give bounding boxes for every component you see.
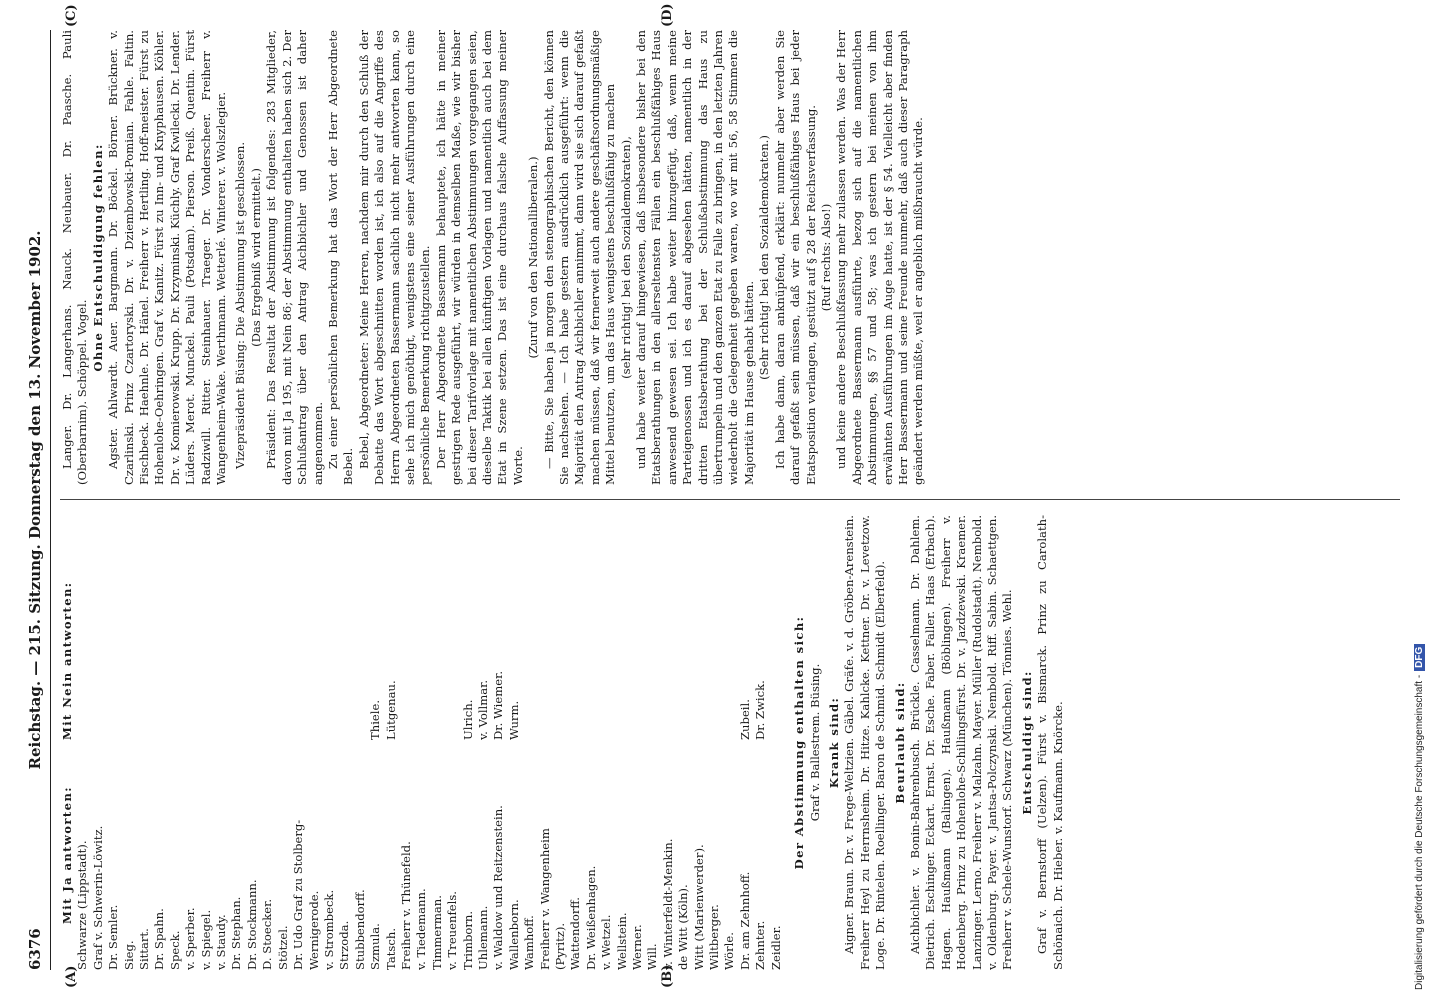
nein-name: Dr. Wiemer. [491,670,506,740]
vote-row [307,515,322,970]
ja-name: Dr. Stockmann. [244,879,259,970]
ja-name: (Pyritz). [553,922,567,970]
vote-row [337,515,352,970]
ja-name: v. Staudy. [214,914,229,970]
paragraph-8: Ich habe dann, daran anknüpfend, erklärt: nunmehr aber werden Sie darauf gefaßt sein müssen, daß wir ein beschlußfähiges Haus bei jeder Etatsposition verlangen, gestützt auf § 28 der Reichsverfassung. [772,30,818,485]
ja-name: Graf v. Schwerin-Löwitz. [90,825,105,970]
ja-name: Timmerman. [429,895,444,970]
vote-row [91,515,106,970]
rotated-document-page [20,3,1415,988]
header-rule [50,30,51,970]
paragraph-5-note: (Zuruf von den Nationalliberalen.) [526,156,541,359]
ja-name: v. Strombeck. [321,889,336,970]
ja-name: Freiherr v. Thünefeld. [398,841,413,970]
ja-name: Werner. [630,924,645,970]
vote-row [507,515,522,970]
vote-row [183,515,198,970]
vote-row [738,515,753,970]
dfg-logo: DFG [1414,644,1425,671]
ja-name: Strzoda. [337,920,352,970]
ja-name: Trimborn. [460,910,475,970]
vote-row [661,515,676,970]
ja-name: Speck. [167,930,182,970]
vote-row [568,515,583,970]
ja-name: v. Winterfeldt-Menkin. [660,838,675,970]
vote-row [630,515,645,970]
vote-row [707,515,722,970]
vote-row [75,515,90,970]
vote-row [152,515,167,970]
vote-row [229,515,244,970]
paragraph-6-note: (sehr richtig! bei den Sozialdemokraten), [618,136,633,379]
right-column [60,30,1405,485]
margin-mark-d: (D) [660,3,675,27]
page-number: 6376 [26,928,44,970]
ja-name: v. Wetzel. [599,914,614,970]
paragraph-8-note: (Ruf rechts: Also!) [818,203,833,312]
ja-name: Dr. Udo Graf zu Stolberg- [291,819,306,970]
paragraph-9: und keine andere Beschlußfassung mehr zulassen werden. Was der Herr Abgeordnete Bassermann ausführte, bezog sich auf die namentlichen Abstimmungen, §§ 57 und 58; was ich gestern bei meinen von ihm erwähnten Ausführungen im Auge hatte, ist der § 54. Vielleicht aber finden Herr Bassermann und seine Freunde nunmehr, daß auch dieser Paragraph geändert werden müßte, weil er angeblich mißbraucht würde. [834,30,926,485]
ja-name: Freiherr v. Wangenheim [537,828,552,970]
vote-row [753,515,768,970]
ja-name: Witt (Marienwerder). [691,844,706,970]
vote-headings [60,515,75,970]
vote-row [276,515,291,970]
vote-row [106,515,121,970]
vote-row [538,515,553,970]
vote-row [769,515,784,970]
ja-name: v. Waldow und Reitzenstein. [491,805,506,970]
vote-row [245,515,260,970]
leave-text: Aichbichler. v. Bonin-Bahrenbusch. Brückle. Casselmann. Dr. Dahlem. Dietrich. Eschinger. Eckart. Ernst. Dr. Esche. Faber. Faller. Haas (Erbach). Hagen. Haußmann (Balingen). Haußmann (Böblingen). Freiherr v. Hodenberg. Prinz zu Hohenlohe-Schillingsfürst. Dr. v. Jazdzewski. Kraemer. Lanzinger. Lerno. Freiherr v. Malzahn. Mayer. Müller (Rudolstadt). Nembold. v. Oldenburg. Payer. v. Jantsa-Polczynski. Nembold. Riff. Sabin. Schaettgen. Freiherr v. Schele-Wunstorf. Schwarz (München). Tönnies. Wehl. [907,515,1015,970]
nein-name: Dr. Zwick. [753,680,768,740]
ja-name: Wörle. [722,932,737,970]
ja-name: v. Sperber. [183,907,198,970]
ja-name: Zeidler. [768,925,783,970]
vote-row [553,515,568,970]
paragraph-4: Bebel, Abgeordneter: Meine Herren, nachdem mir durch den Schluß der Debatte das Wort abgeschnitten worden ist, ich also auf die Angriffe des Herrn Abgeordneten Bassermann sachlich nicht mehr antworten kann, so sehe ich mich genöthigt, wenigstens eine seiner Ausführungen durch eine persönliche Bemerkung richtigzustellen. [356,30,433,485]
ja-name: Tatsch. [383,928,398,970]
unexcused-text: Agster. Ahlwardt. Auer. Bargmann. Dr. Böckel. Börner. Brückner. v. Czarlinski. Prinz Czartoryski. Dr. v. Dziembowski-Pomian. Fahle. Faltin. Fischbeck. Haehnle. Dr. Hänel. Freiherr v. Hertling. Hoff-meister. Fürst zu Hohenlohe-Oehringen. Graf v. Kanitz. Fürst zu Inn- und Knyphausen. Köhler. Dr. v. Komierowski. Krupp. Dr. Krzyminski. Küchly. Graf Kwilecki. Dr. Lender. Lüders. Merot. Munckel. Pauli (Potsdam). Pierson. Preiß. Quentin. Fürst Radziwill. Ritter. Steinhauer. Traeger. Dr. Vonderscheer. Freiherr v. Wangenheim-Wake. Werthmann. Wetterlé. Winterer. v. Wolszlegier. [106,30,229,485]
paragraph-3: Zu einer persönlichen Bemerkung hat das Wort der Herr Abgeordnete Bebel. [325,30,356,485]
vote-row [368,515,383,970]
nein-heading: Mit Nein antworten: [60,581,74,740]
sick-text: Aigner. Braun. Dr. v. Frege-Weltzien. Gäbel. Gräfe. v. d. Gröben-Arenstein. Freiherr Heyl zu Herrnsheim. Dr. Hitze. Kahlcke. Kettner. Dr. v. Levetzow. Loge. Dr. Rintelen. Roellinger. Baron de Schmid. Schmidt (Elberfeld). [842,515,888,970]
ja-name: Wamhoff. [522,915,537,970]
nein-name: Thiele. [368,699,383,740]
vote-row [645,515,660,970]
margin-mark-a: (A) [64,965,79,988]
ja-name: Schwarze (Lippstadt). [75,840,90,970]
vote-row [260,515,275,970]
nein-name: Zubeil. [737,699,752,740]
vote-row [291,515,306,970]
digitization-text: Digitalisierung gefördert durch die Deutsche Forschungsgemeinschaft - [1414,674,1425,990]
opening-names: Langer. Dr. Langerhans. Nauck. Neubauer. Dr. Paasche. Pauli (Oberbarnim). Schöppel. Vogel. [60,30,90,485]
vote-row [599,515,614,970]
ja-name: Wiltberger. [707,904,722,970]
ja-name: Wernigerode. [306,890,321,970]
paragraph-5: Der Herr Abgeordnete Bassermann behauptete, ich hätte in meiner gestrigen Rede ausgeführt, wir würden in demselben Maße, wie wir bisher bei dieser Tarifvorlage mit namentlichen Abstimmungen vorgegangen seien, dieselbe Taktik bei allen künftigen Vorlagen und namentlich auch bei dem Etat in Szene setzen. Das ist eine durchaus falsche Auffassung meiner Worte. [433,30,525,485]
ja-name: Stötzel. [275,925,290,970]
column-divider [60,499,1400,500]
vote-list [75,515,784,970]
margin-mark-c: (C) [64,4,79,27]
excused-heading: Entschuldigt sind: [1019,670,1034,815]
vote-row [399,515,414,970]
vote-row [137,515,152,970]
vote-row [692,515,707,970]
ja-name: Sieg. [121,940,136,970]
running-head [20,30,54,970]
left-column [60,515,1405,970]
vote-row [676,515,691,970]
unexcused-heading: Ohne Entschuldigung fehlen: [90,143,105,372]
vote-row [214,515,229,970]
ja-name: de Witt (Köln). [676,884,691,970]
ja-name: Szmula. [368,923,383,970]
vote-row [722,515,737,970]
ja-name: Dr. Stephan. [229,896,244,970]
vote-row [491,515,506,970]
abstain-names: Graf v. Ballestrem. Büsing. [807,663,822,822]
ja-name: Stubbendorff. [352,889,367,970]
ja-name: Wattendorff. [568,897,583,970]
ja-name: Dr. Weißenhagen. [583,865,598,970]
nein-name: Wurm. [506,700,521,740]
ja-name: Dr. Semler. [106,904,121,970]
ja-name: Dr. am Zehnhoff. [737,871,752,970]
digitization-note [1414,644,1425,990]
paragraph-2: Präsident: Das Resultat der Abstimmung ist folgendes: 283 Mitglieder, davon mit Ja 195, mit Nein 86; der Abstimmung enthalten haben sich 2. Der Schlußantrag über den Antrag Aichbichler und Genossen ist daher angenommen. [264,30,325,485]
ja-name: Zehnter. [753,920,768,970]
vote-row [584,515,599,970]
vote-row [168,515,183,970]
ja-name: Dr. Spahn. [152,908,167,970]
nein-name: Lütgenau. [383,680,398,740]
paragraph-6: — Bitte, Sie haben ja morgen den stenographischen Bericht, den können Sie nachsehen. — Ich habe gestern ausdrücklich ausgeführt: wenn die Majorität den Antrag Aichbichler annimmt, dann wird sie sich darauf gefaßt machen müssen, daß wir fernerweit auch andere geschäftsordnungsmäßige Mittel benutzen, um das Haus wenigstens beschlußfähig zu machen [541,30,618,485]
vote-row [384,515,399,970]
leave-heading: Beurlaubt sind: [892,681,907,804]
paragraph-7: und habe weiter darauf hingewiesen, daß insbesondere bisher bei den Etatsberathungen in den allerseltensten Fällen ein beschlußfähiges Haus anwesend gewesen sei. Ich habe weiter hinzugefügt, daß, wenn meine Parteigenossen und ich es darauf abgesehen hätten, namentlich in der dritten Etatsberathung bei der Schlußabstimmung das Haus zu übertrumpeln und den ganzen Etat zu Falle zu bringen, in den letzten Jahren wiederholt die Gelegenheit gegeben waren, wo wir mit 56, 58 Stimmen die Majorität im Hause gehabt hätten. [634,30,756,485]
ja-name: Uhlemann. [475,905,490,970]
vote-row [522,515,537,970]
vote-row [476,515,491,970]
vote-row [322,515,337,970]
page-title: Reichstag. — 215. Sitzung. Donnerstag den 13. November 1902. [26,230,44,770]
ja-name: Will. [645,943,660,970]
vote-row [353,515,368,970]
ja-name: Wallenborn. [506,899,521,970]
vote-row [414,515,429,970]
paragraph-1: Vizepräsident Büsing: Die Abstimmung ist geschlossen. [233,141,248,469]
vote-row [445,515,460,970]
abstain-heading: Der Abstimmung enthalten sich: [792,615,807,870]
ja-name: D. Stoecker. [260,898,275,970]
ja-name: Sittart. [137,928,152,970]
sick-heading: Krank sind: [826,696,841,789]
vote-row [461,515,476,970]
nein-name: Ulrich. [460,699,475,740]
ja-name: v. Treuenfels. [445,891,460,970]
ja-name: Wellstein. [614,912,629,970]
nein-name: v. Vollmar. [475,679,490,740]
vote-row [430,515,445,970]
margin-mark-b: (B) [660,964,675,988]
ja-name: v. Tiedemann. [414,888,429,970]
paragraph-7-note: (Sehr richtig! bei den Sozialdemokraten.) [757,135,772,380]
paragraph-1-note: (Das Ergebniß wird ermittelt.) [248,168,263,347]
vote-row [199,515,214,970]
vote-row [122,515,137,970]
ja-heading: Mit Ja antworten: [60,786,74,924]
vote-row [615,515,630,970]
ja-name: v. Spiegel. [198,909,213,970]
excused-text: Graf v. Bernstorff (Uelzen). Fürst v. Bismarck. Prinz zu Carolath-Schönaich. Dr. Hieber. v. Kaufmann. Knörcke. [1035,515,1065,970]
